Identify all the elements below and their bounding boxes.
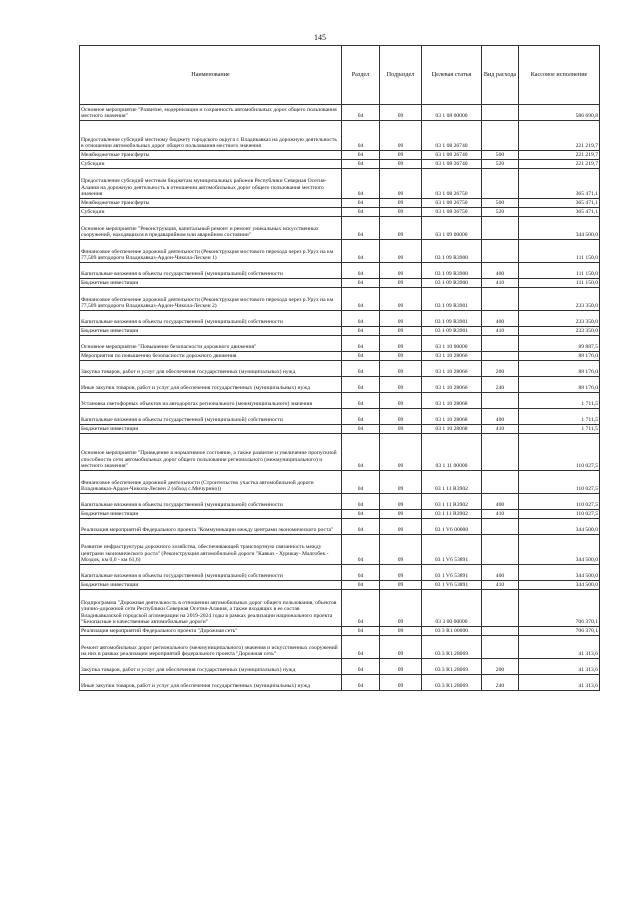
row-podrazdel: 09 bbox=[380, 393, 422, 409]
table-row bbox=[80, 208, 600, 217]
row-name: Закупка товаров, работ и услуг для обеспечения государственных (муниципальных) нужд bbox=[80, 659, 342, 675]
row-vid bbox=[482, 240, 519, 263]
row-cst: 03 1 10 28068 bbox=[422, 409, 482, 425]
row-podrazdel: 09 bbox=[380, 659, 422, 675]
row-podrazdel: 09 bbox=[380, 105, 422, 121]
row-vid: 520 bbox=[482, 160, 519, 169]
row-cst: 03 1 08 26750 bbox=[422, 199, 482, 208]
row-vid: 410 bbox=[482, 581, 519, 590]
row-cst: 03 1 09 R3901 bbox=[422, 327, 482, 336]
row-cst: 03 1 09 R3901 bbox=[422, 288, 482, 311]
row-cst: 03 3 R1 28069 bbox=[422, 636, 482, 659]
row-podrazdel: 09 bbox=[380, 535, 422, 565]
table-body bbox=[80, 105, 600, 691]
row-cst: 03 3 R1 28069 bbox=[422, 659, 482, 675]
row-cst: 03 1 V6 53891 bbox=[422, 565, 482, 581]
row-cst: 03 1 08 26750 bbox=[422, 169, 482, 199]
header-razdel: Раздел bbox=[342, 46, 380, 105]
row-sum: 88 176,0 bbox=[519, 377, 600, 393]
row-podrazdel: 09 bbox=[380, 425, 422, 434]
row-razdel: 04 bbox=[342, 311, 380, 327]
row-podrazdel: 09 bbox=[380, 208, 422, 217]
row-name: Иные закупки товаров, работ и услуг для обеспечения государственных (муниципальных) нужд bbox=[80, 675, 342, 691]
row-sum: 233 350,0 bbox=[519, 327, 600, 336]
row-sum: 88 176,0 bbox=[519, 352, 600, 361]
row-cst: 03 1 10 28066 bbox=[422, 377, 482, 393]
row-vid bbox=[482, 336, 519, 352]
row-name: Реализация мероприятий Федерального проекта "Коммуникации между центрами экономического роста" bbox=[80, 519, 342, 535]
table-row bbox=[80, 675, 600, 691]
row-cst: 03 3 R1 00000 bbox=[422, 627, 482, 636]
row-razdel: 04 bbox=[342, 288, 380, 311]
row-podrazdel: 09 bbox=[380, 263, 422, 279]
row-sum: 41 313,6 bbox=[519, 636, 600, 659]
table-row bbox=[80, 636, 600, 659]
row-vid: 400 bbox=[482, 409, 519, 425]
row-vid: 240 bbox=[482, 675, 519, 691]
table-row bbox=[80, 336, 600, 352]
table-row bbox=[80, 361, 600, 377]
row-name: Основное мероприятие "Повышение безопасности дорожного движения" bbox=[80, 336, 342, 352]
table-row bbox=[80, 377, 600, 393]
row-razdel: 04 bbox=[342, 675, 380, 691]
row-cst: 03 1 08 26740 bbox=[422, 151, 482, 160]
row-sum: 221 219,7 bbox=[519, 151, 600, 160]
row-name: Субсидии bbox=[80, 208, 342, 217]
row-sum: 1 711,5 bbox=[519, 409, 600, 425]
table-row bbox=[80, 535, 600, 565]
row-sum: 221 219,7 bbox=[519, 160, 600, 169]
row-podrazdel: 09 bbox=[380, 590, 422, 627]
row-name: Финансовое обеспечение дорожной деятельности (Реконструкция мостового перехода через р.Урух на км 77,509 автодороги Владикавказ-Ардон-Чикола-Лескен 2) bbox=[80, 288, 342, 311]
row-vid: 400 bbox=[482, 311, 519, 327]
row-razdel: 04 bbox=[342, 409, 380, 425]
header-cst: Целевая статья bbox=[422, 46, 482, 105]
row-vid: 410 bbox=[482, 327, 519, 336]
row-sum: 111 150,0 bbox=[519, 279, 600, 288]
row-vid bbox=[482, 121, 519, 151]
row-name: Основное мероприятие "Реконструкция, капитальный ремонт и ремонт уникальных искусственных сооружений, находящихся в предаварийном или аварийном состоянии" bbox=[80, 217, 342, 240]
row-cst: 03 1 11 R3902 bbox=[422, 471, 482, 494]
row-razdel: 04 bbox=[342, 494, 380, 510]
row-podrazdel: 09 bbox=[380, 636, 422, 659]
row-sum: 233 350,0 bbox=[519, 311, 600, 327]
row-sum: 344 500,0 bbox=[519, 535, 600, 565]
row-vid: 200 bbox=[482, 659, 519, 675]
row-vid: 500 bbox=[482, 199, 519, 208]
row-podrazdel: 09 bbox=[380, 169, 422, 199]
row-name: Предоставление субсидий местным бюджетам муниципальных районов Республики Северная Осетия-Алания на дорожную деятельность в отношении автомобильных дорог общего пользования местного значения bbox=[80, 169, 342, 199]
header-vid: Вид расхода bbox=[482, 46, 519, 105]
row-sum: 111 150,0 bbox=[519, 240, 600, 263]
row-razdel: 04 bbox=[342, 377, 380, 393]
row-podrazdel: 09 bbox=[380, 240, 422, 263]
row-cst: 03 1 09 R3900 bbox=[422, 263, 482, 279]
row-podrazdel: 09 bbox=[380, 121, 422, 151]
table-row bbox=[80, 590, 600, 627]
row-podrazdel: 09 bbox=[380, 510, 422, 519]
row-name: Капитальные вложения в объекты государственной (муниципальной) собственности bbox=[80, 565, 342, 581]
row-razdel: 04 bbox=[342, 659, 380, 675]
row-sum: 706 370,1 bbox=[519, 627, 600, 636]
row-cst: 03 1 10 28066 bbox=[422, 361, 482, 377]
row-sum: 110 027,5 bbox=[519, 434, 600, 471]
row-sum: 233 350,0 bbox=[519, 288, 600, 311]
row-sum: 1 711,5 bbox=[519, 425, 600, 434]
row-cst: 03 1 08 26740 bbox=[422, 160, 482, 169]
row-razdel: 04 bbox=[342, 151, 380, 160]
table-row bbox=[80, 327, 600, 336]
table-row bbox=[80, 105, 600, 121]
row-vid bbox=[482, 636, 519, 659]
table-row bbox=[80, 121, 600, 151]
header-name: Наименование bbox=[80, 46, 342, 105]
row-vid bbox=[482, 471, 519, 494]
row-razdel: 04 bbox=[342, 434, 380, 471]
table-row bbox=[80, 434, 600, 471]
row-podrazdel: 09 bbox=[380, 151, 422, 160]
table-row bbox=[80, 627, 600, 636]
row-sum: 111 150,0 bbox=[519, 263, 600, 279]
row-podrazdel: 09 bbox=[380, 565, 422, 581]
row-sum: 1 711,5 bbox=[519, 393, 600, 409]
row-sum: 110 027,5 bbox=[519, 494, 600, 510]
row-cst: 03 1 10 28066 bbox=[422, 352, 482, 361]
row-cst: 03 1 08 26740 bbox=[422, 121, 482, 151]
row-cst: 03 3 00 00000 bbox=[422, 590, 482, 627]
row-vid: 400 bbox=[482, 565, 519, 581]
row-name: Предоставление субсидий местному бюджету городского округа г. Владикавказ на дорожную деятельность в отношении автомобильных дорог общего пользования местного значения bbox=[80, 121, 342, 151]
table-row bbox=[80, 581, 600, 590]
row-sum: 110 027,5 bbox=[519, 471, 600, 494]
row-podrazdel: 09 bbox=[380, 627, 422, 636]
page-number: 145 bbox=[314, 33, 326, 42]
table-row bbox=[80, 659, 600, 675]
row-sum: 344 500,0 bbox=[519, 565, 600, 581]
table-row bbox=[80, 279, 600, 288]
row-vid: 400 bbox=[482, 494, 519, 510]
table-row bbox=[80, 263, 600, 279]
table-row bbox=[80, 425, 600, 434]
row-podrazdel: 09 bbox=[380, 471, 422, 494]
row-razdel: 04 bbox=[342, 336, 380, 352]
row-podrazdel: 09 bbox=[380, 409, 422, 425]
row-podrazdel: 09 bbox=[380, 336, 422, 352]
row-cst: 03 1 10 28068 bbox=[422, 425, 482, 434]
row-podrazdel: 09 bbox=[380, 327, 422, 336]
table-row bbox=[80, 311, 600, 327]
row-podrazdel: 09 bbox=[380, 581, 422, 590]
row-cst: 03 1 08 00000 bbox=[422, 105, 482, 121]
row-razdel: 04 bbox=[342, 199, 380, 208]
row-sum: 89 887,5 bbox=[519, 336, 600, 352]
row-name: Ремонт автомобильных дорог регионального (межмуниципального) значения и искусственных сооружений на них в рамках реализации мероприятий федерального проекта "Дорожная сеть" bbox=[80, 636, 342, 659]
row-podrazdel: 09 bbox=[380, 494, 422, 510]
row-vid bbox=[482, 393, 519, 409]
row-podrazdel: 09 bbox=[380, 361, 422, 377]
row-podrazdel: 09 bbox=[380, 675, 422, 691]
row-razdel: 04 bbox=[342, 327, 380, 336]
row-vid: 500 bbox=[482, 151, 519, 160]
table-row bbox=[80, 510, 600, 519]
row-name: Закупка товаров, работ и услуг для обеспечения государственных (муниципальных) нужд bbox=[80, 361, 342, 377]
row-razdel: 04 bbox=[342, 471, 380, 494]
row-cst: 03 1 11 00000 bbox=[422, 434, 482, 471]
row-sum: 41 313,6 bbox=[519, 675, 600, 691]
table-row bbox=[80, 393, 600, 409]
row-razdel: 04 bbox=[342, 208, 380, 217]
budget-table bbox=[79, 45, 600, 691]
row-razdel: 04 bbox=[342, 565, 380, 581]
row-razdel: 04 bbox=[342, 393, 380, 409]
table-row bbox=[80, 352, 600, 361]
row-sum: 344 500,0 bbox=[519, 581, 600, 590]
row-cst: 03 1 08 26750 bbox=[422, 208, 482, 217]
row-razdel: 04 bbox=[342, 217, 380, 240]
table-row bbox=[80, 160, 600, 169]
row-razdel: 04 bbox=[342, 535, 380, 565]
row-cst: 03 1 V6 00000 bbox=[422, 519, 482, 535]
row-vid bbox=[482, 627, 519, 636]
row-name: Бюджетные инвестиции bbox=[80, 327, 342, 336]
row-cst: 03 1 09 R3900 bbox=[422, 279, 482, 288]
row-vid bbox=[482, 535, 519, 565]
row-razdel: 04 bbox=[342, 121, 380, 151]
row-cst: 03 1 11 R3902 bbox=[422, 494, 482, 510]
row-vid bbox=[482, 352, 519, 361]
row-name: Установка светофорных объектов на автодорогах регионального (межмуниципального) значения bbox=[80, 393, 342, 409]
row-vid: 400 bbox=[482, 263, 519, 279]
row-vid bbox=[482, 434, 519, 471]
row-vid: 410 bbox=[482, 510, 519, 519]
row-sum: 344 500,0 bbox=[519, 217, 600, 240]
row-razdel: 04 bbox=[342, 240, 380, 263]
row-sum: 88 176,0 bbox=[519, 361, 600, 377]
row-name: Капитальные вложения в объекты государственной (муниципальной) собственности bbox=[80, 311, 342, 327]
row-razdel: 04 bbox=[342, 105, 380, 121]
row-name: Основное мероприятие "Приведение в нормативное состояние, а также развитие и увеличение пропускной способности сети автомобильных дорог общего пользования регионального (межмуниципального) и местного значения" bbox=[80, 434, 342, 471]
row-name: Подпрограмма "Дорожная деятельность в отношении автомобильных дорог общего пользования, объектов улично-дорожной сети Республики Северная Осетия-Алания, а также входящих в ее состав Владикавказской городской агломерации на 2019-2024 годы в рамках реализации национального проекта "Безопасные и качественные автомобильные дороги" bbox=[80, 590, 342, 627]
row-vid bbox=[482, 590, 519, 627]
row-sum: 344 500,0 bbox=[519, 519, 600, 535]
row-name: Бюджетные инвестиции bbox=[80, 510, 342, 519]
row-cst: 03 1 V6 53891 bbox=[422, 581, 482, 590]
row-name: Иные закупки товаров, работ и услуг для обеспечения государственных (муниципальных) нужд bbox=[80, 377, 342, 393]
row-cst: 03 1 V6 53891 bbox=[422, 535, 482, 565]
row-sum: 365 471,1 bbox=[519, 208, 600, 217]
row-sum: 365 471,1 bbox=[519, 199, 600, 208]
row-razdel: 04 bbox=[342, 510, 380, 519]
table-row bbox=[80, 494, 600, 510]
row-sum: 110 027,5 bbox=[519, 510, 600, 519]
row-vid: 200 bbox=[482, 361, 519, 377]
table-row bbox=[80, 240, 600, 263]
row-cst: 03 1 10 00000 bbox=[422, 336, 482, 352]
row-name: Развитие инфраструктуры дорожного хозяйства, обеспечивающей транспортную связанность между центрами экономического роста" (Реконструкция автомобильной дороги "Кавказ - Хурикау- Малгобек - Моздок, км 0,0 - км 61,6) bbox=[80, 535, 342, 565]
row-razdel: 04 bbox=[342, 519, 380, 535]
row-sum: 365 471,1 bbox=[519, 169, 600, 199]
row-vid bbox=[482, 519, 519, 535]
row-razdel: 04 bbox=[342, 590, 380, 627]
table-row bbox=[80, 565, 600, 581]
row-podrazdel: 09 bbox=[380, 288, 422, 311]
row-name: Финансовое обеспечение дорожной деятельности (Реконструкция мостового перехода через р.Урух на км 77,509 автодороги Владикавказ-Ардон-Чикола-Лескен 1) bbox=[80, 240, 342, 263]
row-razdel: 04 bbox=[342, 581, 380, 590]
table-row bbox=[80, 409, 600, 425]
row-podrazdel: 09 bbox=[380, 279, 422, 288]
header-sum: Кассовое исполнение bbox=[519, 46, 600, 105]
row-razdel: 04 bbox=[342, 169, 380, 199]
row-vid bbox=[482, 288, 519, 311]
row-name: Субсидии bbox=[80, 160, 342, 169]
row-name: Капитальные вложения в объекты государственной (муниципальной) собственности bbox=[80, 409, 342, 425]
row-vid bbox=[482, 217, 519, 240]
row-cst: 03 3 R1 28069 bbox=[422, 675, 482, 691]
row-vid: 520 bbox=[482, 208, 519, 217]
row-vid: 240 bbox=[482, 377, 519, 393]
row-podrazdel: 09 bbox=[380, 519, 422, 535]
row-cst: 03 1 10 28068 bbox=[422, 393, 482, 409]
row-razdel: 04 bbox=[342, 279, 380, 288]
row-sum: 706 370,1 bbox=[519, 590, 600, 627]
row-razdel: 04 bbox=[342, 263, 380, 279]
row-name: Капитальные вложения в объекты государственной (муниципальной) собственности bbox=[80, 494, 342, 510]
row-razdel: 04 bbox=[342, 160, 380, 169]
table-row bbox=[80, 471, 600, 494]
row-name: Межбюджетные трансферты bbox=[80, 151, 342, 160]
row-name: Финансовое обеспечение дорожной деятельности (Строительство участка автомобильной дороги Владикавказ-Ардон-Чикола-Лескен 2 (обход с.Мичурино)) bbox=[80, 471, 342, 494]
table-row bbox=[80, 169, 600, 199]
row-name: Бюджетные инвестиции bbox=[80, 581, 342, 590]
table-row bbox=[80, 288, 600, 311]
header-podrazdel: Подраздел bbox=[380, 46, 422, 105]
row-vid bbox=[482, 105, 519, 121]
row-cst: 03 1 11 R3902 bbox=[422, 510, 482, 519]
row-vid: 410 bbox=[482, 425, 519, 434]
row-podrazdel: 09 bbox=[380, 217, 422, 240]
row-vid: 410 bbox=[482, 279, 519, 288]
row-cst: 03 1 09 R3900 bbox=[422, 240, 482, 263]
row-sum: 586 690,8 bbox=[519, 105, 600, 121]
table-row bbox=[80, 199, 600, 208]
table-header-row bbox=[80, 46, 600, 105]
table-row bbox=[80, 217, 600, 240]
row-sum: 41 313,6 bbox=[519, 659, 600, 675]
row-name: Межбюджетные трансферты bbox=[80, 199, 342, 208]
row-name: Бюджетные инвестиции bbox=[80, 279, 342, 288]
table-row bbox=[80, 519, 600, 535]
row-podrazdel: 09 bbox=[380, 352, 422, 361]
row-name: Капитальные вложения в объекты государственной (муниципальной) собственности bbox=[80, 263, 342, 279]
row-podrazdel: 09 bbox=[380, 160, 422, 169]
row-vid bbox=[482, 169, 519, 199]
row-razdel: 04 bbox=[342, 425, 380, 434]
row-razdel: 04 bbox=[342, 636, 380, 659]
row-razdel: 04 bbox=[342, 627, 380, 636]
row-name: Мероприятия по повышению безопасности дорожного движения bbox=[80, 352, 342, 361]
row-podrazdel: 09 bbox=[380, 434, 422, 471]
row-name: Бюджетные инвестиции bbox=[80, 425, 342, 434]
table-row bbox=[80, 151, 600, 160]
row-sum: 221 219,7 bbox=[519, 121, 600, 151]
row-name: Основное мероприятие "Развитие, модернизация и сохранность автомобильных дорог общего пользования местного значения" bbox=[80, 105, 342, 121]
row-cst: 03 1 09 R3901 bbox=[422, 311, 482, 327]
row-podrazdel: 09 bbox=[380, 311, 422, 327]
row-razdel: 04 bbox=[342, 361, 380, 377]
row-name: Реализация мероприятий Федерального проекта "Дорожная сеть" bbox=[80, 627, 342, 636]
row-podrazdel: 09 bbox=[380, 199, 422, 208]
row-cst: 03 1 09 00000 bbox=[422, 217, 482, 240]
row-podrazdel: 09 bbox=[380, 377, 422, 393]
row-razdel: 04 bbox=[342, 352, 380, 361]
